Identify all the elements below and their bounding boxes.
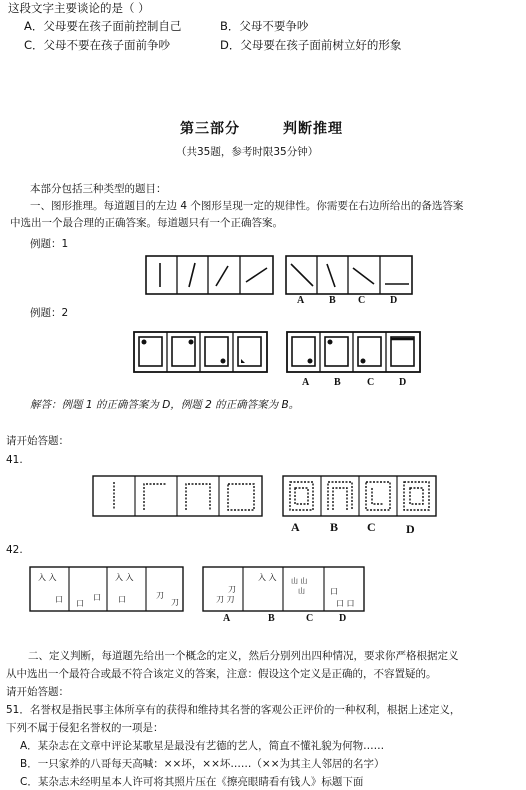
example-1-label: 例题：1 — [30, 238, 69, 250]
q51-line-2: 下列不属于侵犯名誉权的一项是： — [6, 722, 164, 734]
q42-fig3-top: 入 入 — [115, 573, 134, 582]
start-label: 请开始答题： — [6, 435, 69, 447]
intro-line-3: 中选出一个最合理的正确答案。每道题只有一个正确答案。 — [10, 217, 283, 229]
q51-line-1: 51．名誉权是指民事主体所享有的获得和维持其名誉的客观公正评价的一种权利，根据上述定义， — [6, 704, 461, 716]
q51-option-b: B．一只家养的八哥每天高喊：××坏，××坏……（××为其主人邻居的名字） — [20, 758, 385, 770]
q42-number: 42. — [6, 544, 23, 556]
q42-d-bottom: 口 口 — [336, 599, 355, 608]
example-2-label: 例题：2 — [30, 307, 69, 319]
q51-option-a: A．某杂志在文章中评论某歌星是最没有艺德的艺人，简直不懂礼貌为何物…… — [20, 740, 385, 752]
q42-fig2-a: 口 — [76, 599, 84, 608]
q51-option-c: C．某杂志未经明星本人许可将其照片压在《擦亮眼睛看有钱人》标题下面 — [20, 776, 364, 788]
q42-fig2-b: 口 — [93, 593, 101, 602]
section-title-name: 判断推理 — [283, 121, 343, 137]
q42-a-bottom: 刀 刀 — [216, 595, 235, 604]
example-1-question-figures — [145, 254, 275, 296]
q42-c-bottom: 山 — [298, 587, 305, 595]
section-subtitle: （共35题，参考时限35分钟） — [176, 146, 319, 158]
option-b: B．父母不要争吵 — [220, 19, 309, 33]
question-tail: 这段文字主要谈论的是（ ） — [8, 1, 150, 15]
q42-fig4-a: 刀 — [156, 591, 164, 600]
q42-letter-b: B — [268, 613, 275, 624]
ex2-letter-b: B — [334, 377, 341, 388]
q42-letter-d: D — [339, 613, 347, 624]
ex2-letter-d: D — [399, 377, 407, 388]
ex1-letter-c: C — [358, 295, 366, 306]
q41-letter-b: B — [330, 520, 339, 534]
q42-a-top: 刀 — [228, 585, 236, 594]
ex1-letter-b: B — [329, 295, 336, 306]
q42-c-top: 山 山 — [291, 577, 308, 585]
answer-note: 解答：例题 1 的正确答案为 D，例题 2 的正确答案为 B。 — [30, 399, 300, 411]
q42-letter-a: A — [223, 613, 231, 624]
example-2-answer-figures — [286, 330, 422, 374]
part2-line-1: 二、定义判断，每道题先给出一个概念的定义，然后分别列出四种情况，要求你严格根据定义 — [28, 650, 459, 662]
q42-letter-c: C — [306, 613, 314, 624]
q41-number: 41. — [6, 454, 23, 466]
ex1-letter-d: D — [390, 295, 398, 306]
option-c: C．父母不要在孩子面前争吵 — [24, 38, 171, 52]
q41-answer-figures — [282, 474, 438, 518]
q42-b-top: 入 入 — [258, 573, 277, 582]
q42-d-top: 口 — [330, 587, 338, 596]
ex2-letter-a: A — [302, 377, 310, 388]
q41-letter-c: C — [367, 520, 376, 534]
q41-letter-d: D — [406, 522, 415, 536]
q41-question-figures — [92, 474, 264, 518]
ex2-letter-c: C — [367, 377, 375, 388]
intro-line-1: 本部分包括三种类型的题目： — [30, 183, 167, 195]
ex1-letter-a: A — [297, 295, 305, 306]
example-2-question-figures — [133, 330, 269, 374]
q42-fig1-top: 入 入 — [38, 573, 57, 582]
option-d: D．父母要在孩子面前树立好的形象 — [220, 38, 402, 52]
q42-fig4-b: 刀 — [171, 598, 179, 607]
section-title-part: 第三部分 — [180, 121, 240, 137]
q42-fig3-bottom: 口 — [118, 595, 126, 604]
q42-fig1-bottom: 口 — [55, 595, 63, 604]
option-a: A．父母要在孩子面前控制自己 — [24, 19, 182, 33]
part2-line-2: 从中选出一个最符合或最不符合该定义的答案，注意：假设这个定义是正确的，不容置疑的。 — [6, 668, 437, 680]
q41-letter-a: A — [291, 520, 300, 534]
intro-line-2: 一、图形推理。每道题目的左边 4 个图形呈现一定的规律性。你需要在右边所给出的备选答案 — [30, 200, 464, 212]
part2-start: 请开始答题： — [6, 686, 69, 698]
